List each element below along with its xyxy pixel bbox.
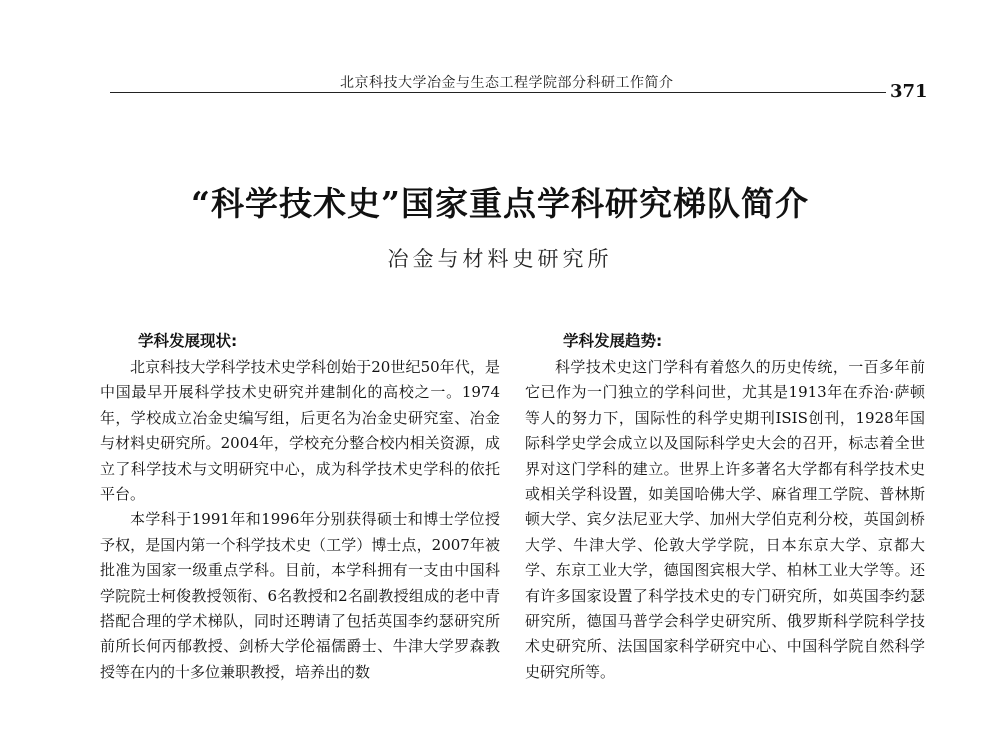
paragraph: 北京科技大学科学技术史学科创始于20世纪50年代，是中国最早开展科学技术史研究并建制化的高校之一。1974年，学校成立冶金史编写组，后更名为冶金史研究室、冶金与材料史研究所。2004年，学校充分整合校内相关资源，成立了科学技术与文明研究中心，成为科学技术史学科的依托平台。 [100,358,500,504]
header-rule [110,92,886,93]
right-column [525,329,925,685]
paragraph: 本学科于1991年和1996年分别获得硕士和博士学位授予权，是国内第一个科学技术史（工学）博士点，2007年被批准为国家一级重点学科。目前，本学科拥有一支由中国科学院院士柯俊教授领衔、6名教授和2名副教授组成的老中青搭配合理的学术梯队，同时还聘请了包括英国李约瑟研究所前所长何丙郁教授、剑桥大学伦福儒爵士、牛津大学罗森教授等在内的十多位兼职教授，培养出的数 [100,510,500,681]
left-column [100,329,500,685]
page-number: 371 [890,81,928,102]
article-title: “科学技术史”国家重点学科研究梯队简介 [191,184,809,223]
article-subtitle: 冶金与材料史研究所 [387,247,613,271]
paragraph: 科学技术史这门学科有着悠久的历史传统，一百多年前它已作为一门独立的学科问世，尤其是1913年在乔治·萨顿等人的努力下，国际性的科学史期刊ISIS创刊，1928年国际科学史学会成立以及国际科学史大会的召开，标志着全世界对这门学科的建立。世界上许多著名大学都有科学技术史或相关学科设置，如美国哈佛大学、麻省理工学院、普林斯顿大学、宾夕法尼亚大学、加州大学伯克利分校，英国剑桥大学、牛津大学、伦敦大学学院，日本东京大学、京都大学、东京工业大学，德国图宾根大学、柏林工业大学等。还有许多国家设置了科学技术史的专门研究所，如英国李约瑟研究所，德国马普学会科学史研究所、俄罗斯科学院科学技术史研究所、法国国家科学研究中心、中国科学院自然科学史研究所等。 [525,358,925,681]
section-heading-development-trends: 学科发展趋势: [563,332,663,350]
running-header [110,70,930,100]
running-header-title: 北京科技大学冶金与生态工程学院部分科研工作简介 [340,75,674,91]
section-heading-current-status: 学科发展现状: [138,332,238,350]
